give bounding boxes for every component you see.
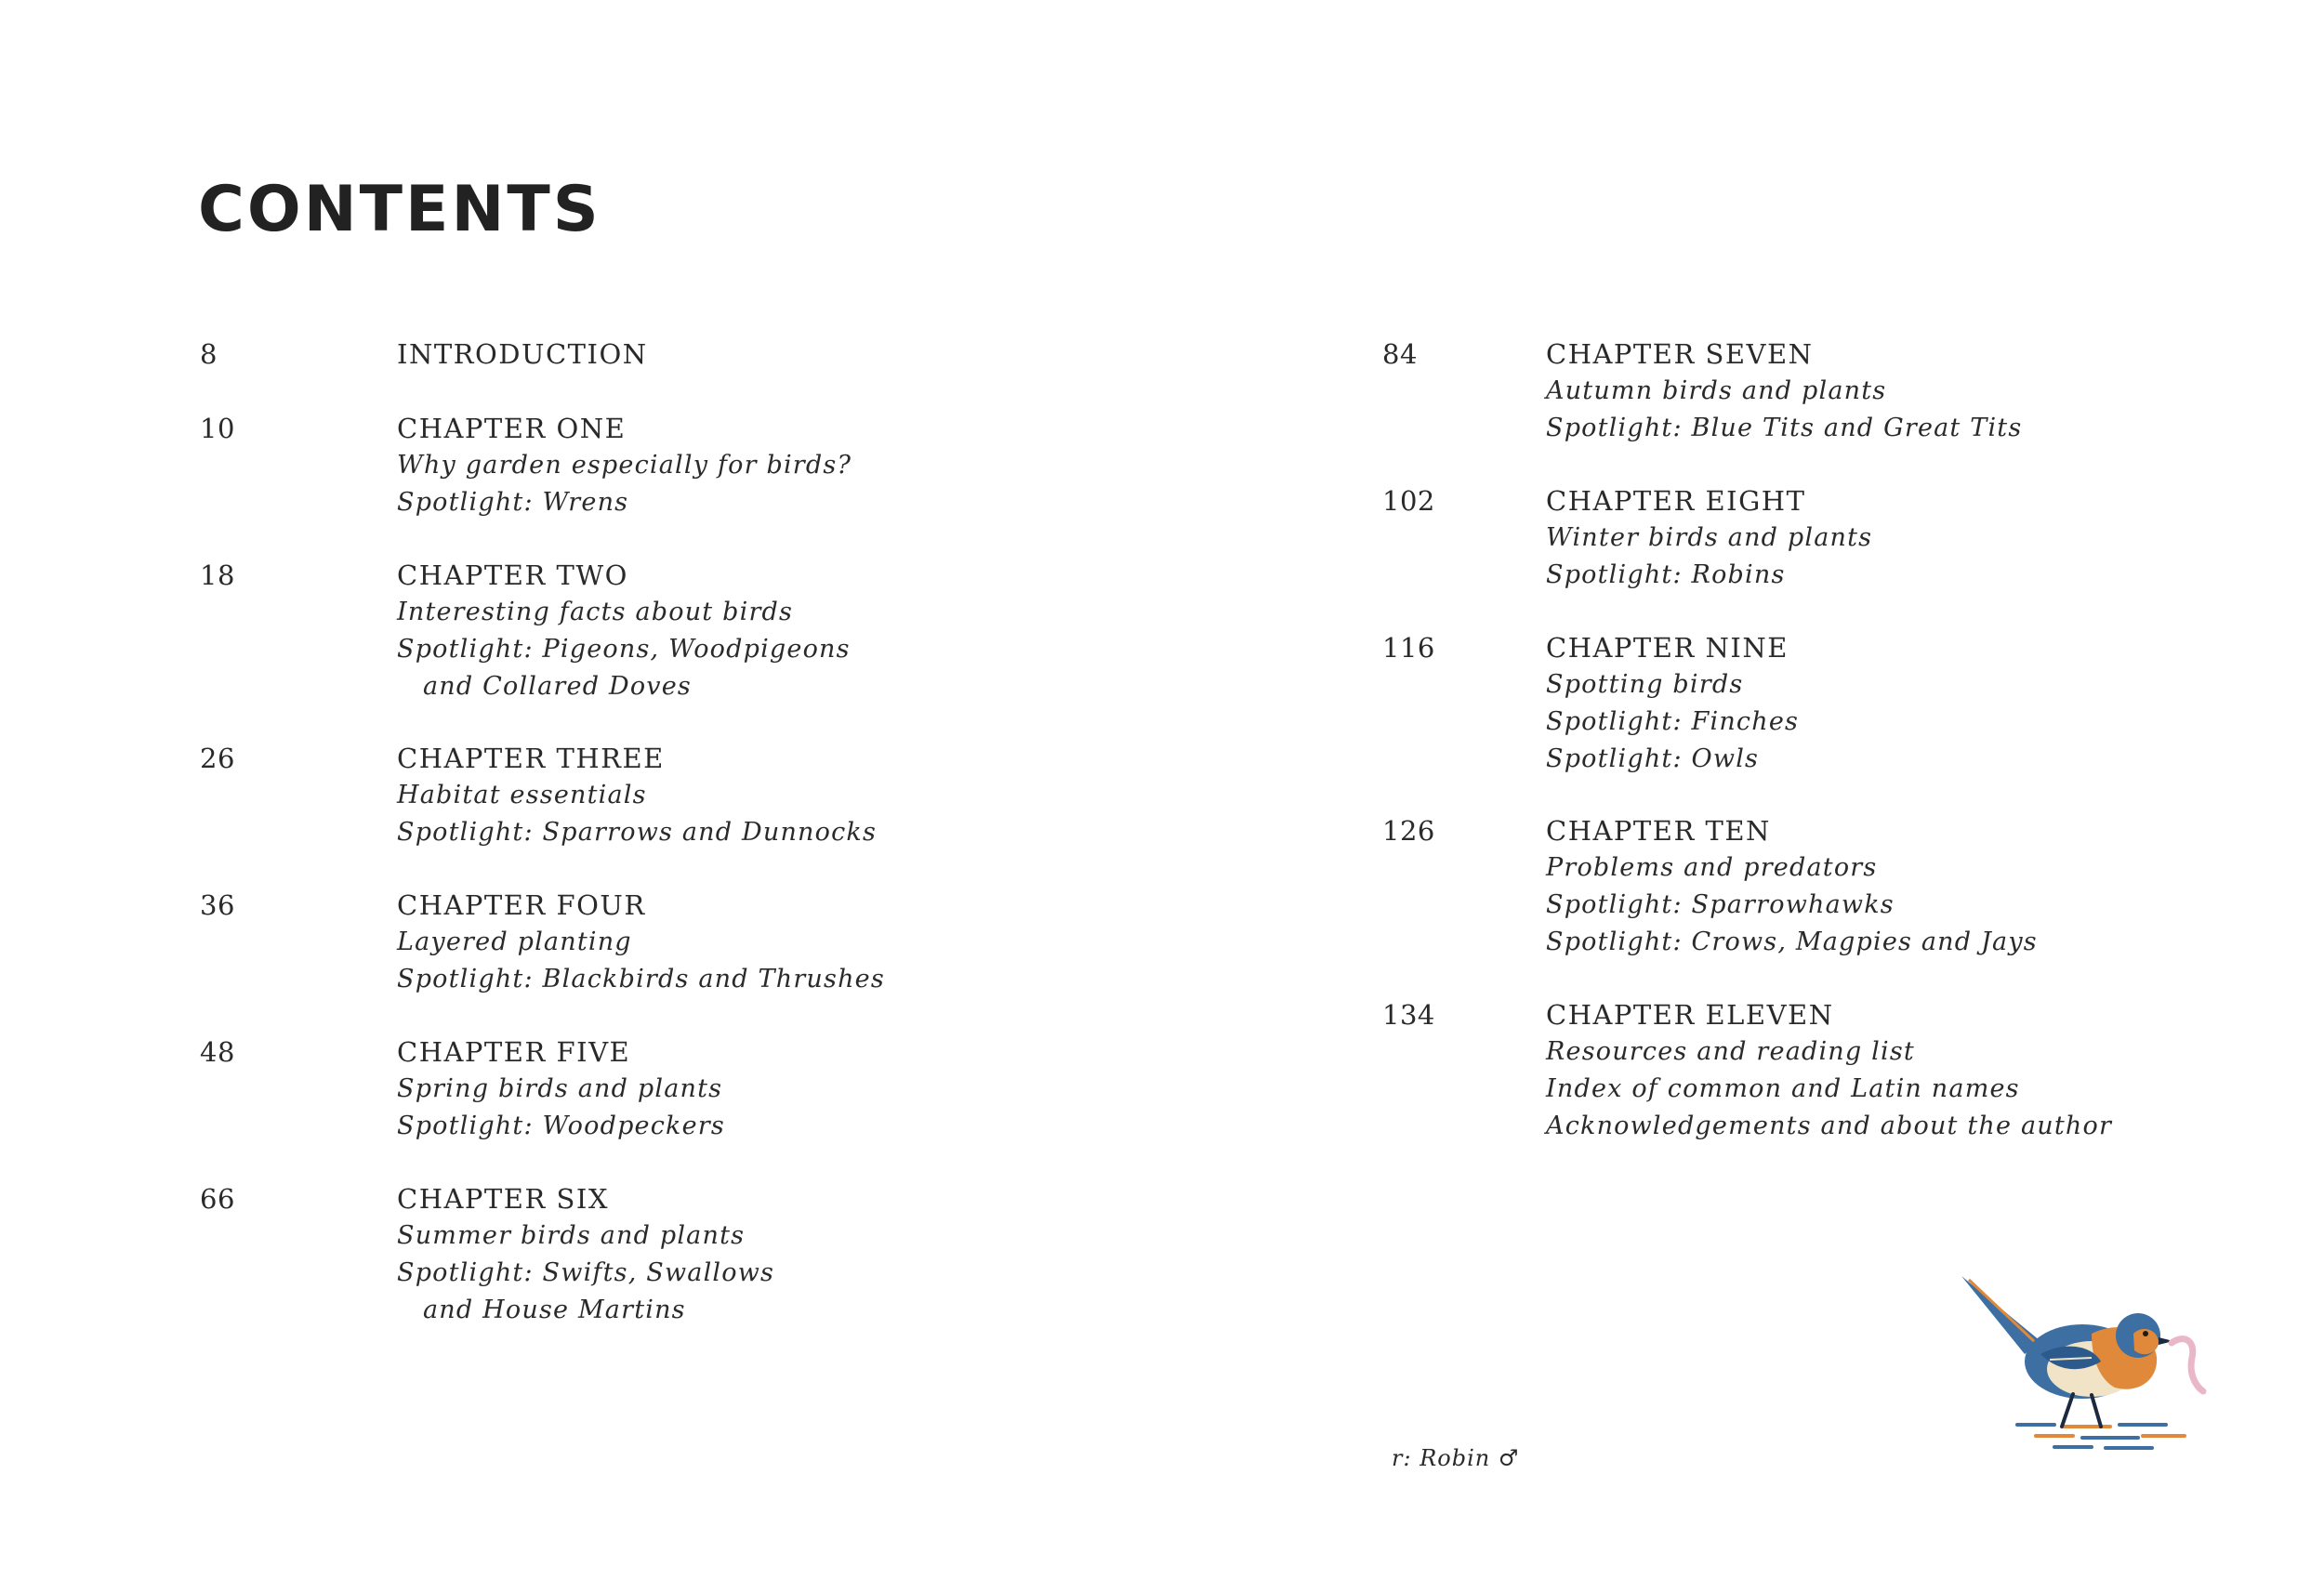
page-number: 26 bbox=[200, 743, 235, 774]
page-number: 116 bbox=[1382, 632, 1435, 664]
chapter-spotlight: Spotlight: Woodpeckers bbox=[397, 1112, 725, 1140]
worm bbox=[2172, 1339, 2203, 1391]
robin-eye bbox=[2143, 1331, 2148, 1336]
chapter-subtitle: Spring birds and plants bbox=[397, 1074, 723, 1103]
page-number: 134 bbox=[1382, 999, 1435, 1031]
chapter-subtitle: Resources and reading list bbox=[1546, 1037, 1915, 1066]
chapter-spotlight: Spotlight: Blackbirds and Thrushes bbox=[397, 965, 885, 993]
page-number: 102 bbox=[1382, 485, 1435, 517]
chapter-spotlight: Spotlight: Sparrowhawks bbox=[1546, 890, 1895, 919]
chapter-spotlight: Spotlight: Wrens bbox=[397, 488, 629, 517]
chapter-spotlight: Spotlight: Sparrows and Dunnocks bbox=[397, 818, 878, 847]
chapter-subtitle: Summer birds and plants bbox=[397, 1221, 746, 1250]
chapter-title: CHAPTER ELEVEN bbox=[1546, 999, 1834, 1031]
chapter-subtitle: Autumn birds and plants bbox=[1546, 376, 1887, 405]
chapter-spotlight: Spotlight: Owls bbox=[1546, 744, 1760, 773]
chapter-subtitle: Spotting birds bbox=[1546, 670, 1744, 699]
chapter-spotlight-continued: and Collared Doves bbox=[423, 672, 692, 701]
chapter-subtitle: Why garden especially for birds? bbox=[397, 451, 852, 480]
chapter-title: CHAPTER ONE bbox=[397, 413, 627, 444]
chapter-title: CHAPTER FOUR bbox=[397, 889, 646, 921]
chapter-title: CHAPTER SEVEN bbox=[1546, 338, 1814, 370]
chapter-title: CHAPTER TEN bbox=[1546, 815, 1771, 847]
chapter-subtitle: Interesting facts about birds bbox=[397, 598, 794, 626]
chapter-subtitle: Winter birds and plants bbox=[1546, 523, 1873, 552]
page-number: 84 bbox=[1382, 338, 1418, 370]
chapter-title: INTRODUCTION bbox=[397, 338, 648, 370]
page-number: 10 bbox=[200, 413, 235, 444]
chapter-title: CHAPTER THREE bbox=[397, 743, 665, 774]
chapter-subtitle: Habitat essentials bbox=[397, 781, 647, 809]
chapter-item: Index of common and Latin names bbox=[1546, 1074, 2020, 1103]
chapter-spotlight: Spotlight: Robins bbox=[1546, 560, 1786, 589]
page-number: 18 bbox=[200, 559, 235, 591]
chapter-subtitle: Problems and predators bbox=[1546, 853, 1878, 882]
page-title: CONTENTS bbox=[198, 173, 601, 246]
chapter-title: CHAPTER NINE bbox=[1546, 632, 1789, 664]
robin-legs bbox=[2062, 1394, 2101, 1427]
page-number: 36 bbox=[200, 889, 235, 921]
page-number: 8 bbox=[200, 338, 218, 370]
page-number: 126 bbox=[1382, 815, 1435, 847]
chapter-title: CHAPTER SIX bbox=[397, 1183, 609, 1215]
chapter-spotlight: Spotlight: Blue Tits and Great Tits bbox=[1546, 414, 2023, 442]
chapter-title: CHAPTER TWO bbox=[397, 559, 628, 591]
chapter-title: CHAPTER EIGHT bbox=[1546, 485, 1806, 517]
chapter-spotlight: Spotlight: Swifts, Swallows bbox=[397, 1258, 775, 1287]
chapter-spotlight-continued: and House Martins bbox=[423, 1296, 686, 1324]
chapter-subtitle: Layered planting bbox=[397, 928, 632, 956]
chapter-spotlight: Spotlight: Crows, Magpies and Jays bbox=[1546, 928, 2038, 956]
robin-tail bbox=[1961, 1276, 2040, 1354]
chapter-spotlight: Spotlight: Pigeons, Woodpigeons bbox=[397, 635, 851, 664]
robin-illustration bbox=[1952, 1269, 2222, 1464]
page-number: 66 bbox=[200, 1183, 235, 1215]
chapter-spotlight: Spotlight: Finches bbox=[1546, 707, 1800, 736]
chapter-title: CHAPTER FIVE bbox=[397, 1036, 631, 1068]
chapter-item: Acknowledgements and about the author bbox=[1546, 1112, 2113, 1140]
illustration-caption: r: Robin ♂ bbox=[1392, 1445, 1520, 1471]
page-number: 48 bbox=[200, 1036, 235, 1068]
